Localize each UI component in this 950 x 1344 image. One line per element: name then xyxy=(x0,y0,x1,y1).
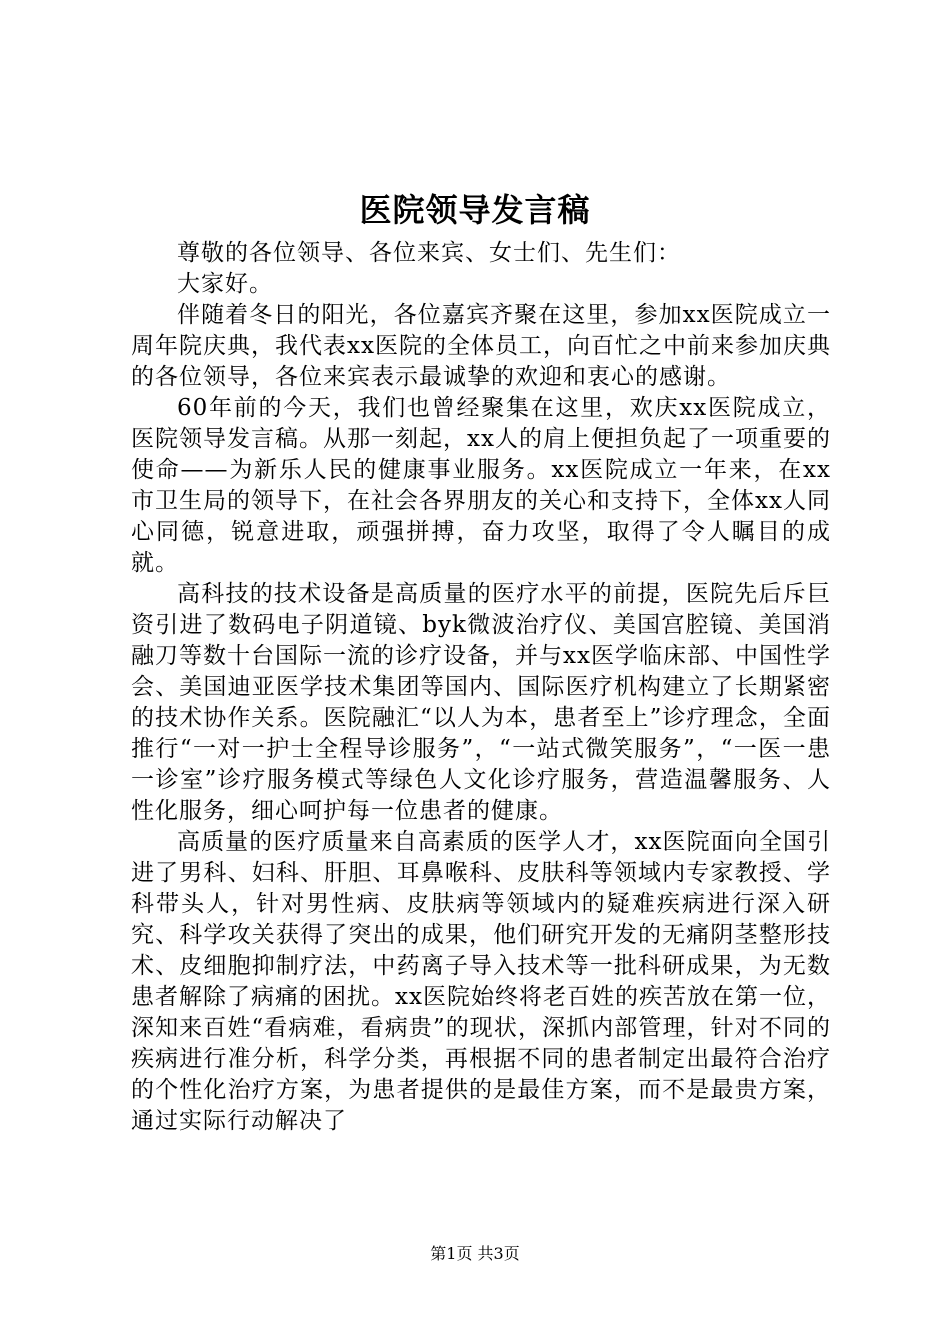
document-body xyxy=(131,238,831,1137)
salutation-paragraph: 尊敬的各位领导、各位来宾、女士们、先生们： xyxy=(177,240,681,266)
body-paragraph: 伴随着冬日的阳光，各位嘉宾齐聚在这里，参加xx医院成立一周年院庆典，我代表xx医院的全体员工，向百忙之中前来参加庆典的各位领导，各位来宾表示最诚挚的欢迎和衷心的感谢。 xyxy=(131,302,831,390)
body-paragraph: 高科技的技术设备是高质量的医疗水平的前提，医院先后斥巨资引进了数码电子阴道镜、byk微波治疗仪、美国宫腔镜、美国消融刀等数十台国际一流的诊疗设备，并与xx医学临床部、中国性学会、美国迪亚医学技术集团等国内、国际医疗机构建立了长期紧密的技术协作关系。医院融汇“以人为本，患者至上”诊疗理念，全面推行“一对一护士全程导诊服务”，“一站式微笑服务”，“一医一患一诊室”诊疗服务模式等绿色人文化诊疗服务，营造温馨服务、人性化服务，细心呵护每一位患者的健康。 xyxy=(131,581,831,824)
body-paragraph: 高质量的医疗质量来自高素质的医学人才，xx医院面向全国引进了男科、妇科、肝胆、耳鼻喉科、皮肤科等领域内专家教授、学科带头人，针对男性病、皮肤病等领域内的疑难疾病进行深入研究、科学攻关获得了突出的成果，他们研究开发的无痛阴茎整形技术、皮细胞抑制疗法，中药离子导入技术等一批科研成果，为无数患者解除了病痛的困扰。xx医院始终将老百姓的疾苦放在第一位，深知来百姓“看病难，看病贵”的现状，深抓内部管理，针对不同的疾病进行准分析，科学分类，再根据不同的患者制定出最符合治疗的个性化治疗方案，为患者提供的是最佳方案，而不是最贵方案，通过实际行动解决了 xyxy=(131,829,831,1134)
document-title: 医院领导发言稿 xyxy=(359,191,591,229)
body-paragraph: 60年前的今天，我们也曾经聚集在这里，欢庆xx医院成立，医院领导发言稿。从那一刻起，xx人的肩上便担负起了一项重要的使命——为新乐人民的健康事业服务。xx医院成立一年来，在xx市卫生局的领导下，在社会各界朋友的关心和支持下，全体xx人同心同德，锐意进取，顽强拼搏，奋力攻坚，取得了令人瞩目的成就。 xyxy=(131,395,831,576)
greeting-paragraph: 大家好。 xyxy=(177,271,273,297)
page-number-footer: 第1页 共3页 xyxy=(430,1244,520,1263)
